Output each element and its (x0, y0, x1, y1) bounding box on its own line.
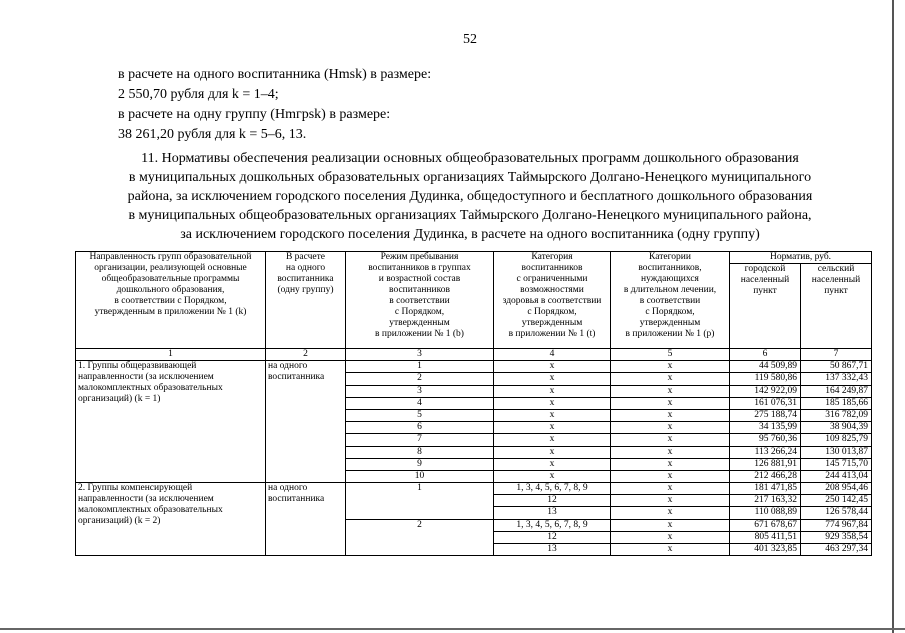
cell-line: Режим пребывания (380, 252, 459, 262)
cell-line: нуждающихся (641, 274, 699, 284)
treatment-category-cell: x (611, 470, 730, 482)
regime-cell: 5 (346, 409, 494, 421)
health-category-cell: 12 (494, 531, 611, 543)
cell-line: Направленность групп образовательной (89, 252, 252, 262)
cell-line: в приложении № 1 (p) (625, 329, 715, 339)
cell-line: малокомплектных образовательных (78, 383, 223, 394)
rural-value: 208 954,46 (801, 483, 872, 495)
regime-cell: 10 (346, 470, 494, 482)
cell-line: пункт (753, 286, 777, 296)
intro-text (118, 65, 431, 145)
cell-line: утвержденным (639, 318, 701, 328)
treatment-category-cell: x (611, 531, 730, 543)
rural-value: 929 358,54 (801, 531, 872, 543)
cell-line: утвержденным (521, 318, 583, 328)
urban-value: 110 088,89 (730, 507, 801, 519)
regime-cell: 6 (346, 422, 494, 434)
treatment-category-cell: x (611, 458, 730, 470)
regime-cell: 8 (346, 446, 494, 458)
urban-value: 401 323,85 (730, 544, 801, 556)
rural-value: 316 782,09 (801, 409, 872, 421)
health-category-cell: x (494, 422, 611, 434)
regime-cell: 1 (346, 483, 494, 520)
urban-value: 181 471,85 (730, 483, 801, 495)
rural-value: 774 967,84 (801, 519, 872, 531)
cell-line: на одного (268, 483, 308, 494)
treatment-category-cell: x (611, 385, 730, 397)
intro-line: в расчете на одного воспитанника (Hmsk) в размере: (118, 67, 432, 82)
section-heading (75, 149, 865, 244)
health-category-cell: x (494, 361, 611, 373)
cell-line: утвержденным (389, 318, 450, 328)
treatment-category-cell: x (611, 434, 730, 446)
health-category-cell: 1, 3, 4, 5, 6, 7, 8, 9 (494, 519, 611, 531)
regime-cell: 2 (346, 373, 494, 385)
cell-line: 2. Группы компенсирующей (78, 483, 193, 494)
rural-value: 137 332,43 (801, 373, 872, 385)
cell-line: направленности (за исключением (78, 372, 214, 383)
urban-value: 671 678,67 (730, 519, 801, 531)
cell-line: (одну группу) (277, 285, 334, 295)
heading-line: в муниципальных общеобразовательных организациях Таймырского Долгано-Ненецкого муниципального района, (128, 208, 812, 223)
urban-value: 44 509,89 (730, 361, 801, 373)
table-row (76, 483, 872, 495)
health-category-cell: x (494, 373, 611, 385)
group-2-body (76, 483, 872, 556)
cell-line: общеобразовательные программы (101, 274, 240, 284)
rural-value: 130 013,87 (801, 446, 872, 458)
cell-line: воспитанников (389, 285, 450, 295)
cell-line: воспитанника (277, 274, 334, 284)
header-direction (76, 252, 266, 349)
urban-value: 805 411,51 (730, 531, 801, 543)
col-number: 5 (611, 349, 730, 361)
health-category-cell: x (494, 397, 611, 409)
urban-value: 161 076,31 (730, 397, 801, 409)
intro-line: 38 261,20 рубля для k = 5–6, 13. (118, 127, 307, 142)
cell-line: на одного (268, 361, 308, 372)
scan-border-right (892, 0, 894, 633)
heading-line: 11. Нормативы обеспечения реализации основных общеобразовательных программ дошкольного образования (141, 151, 799, 166)
group-label (76, 483, 266, 556)
normatives-table (75, 251, 872, 556)
header-urban (730, 264, 801, 349)
column-numbers-row (76, 349, 872, 361)
rural-value: 463 297,34 (801, 544, 872, 556)
health-category-cell: 1, 3, 4, 5, 6, 7, 8, 9 (494, 483, 611, 495)
rural-value: 164 249,87 (801, 385, 872, 397)
group-label (76, 361, 266, 483)
urban-value: 275 188,74 (730, 409, 801, 421)
col-number: 3 (346, 349, 494, 361)
cell-line: В расчете (285, 252, 326, 262)
header-normative: Норматив, руб. (730, 252, 872, 264)
cell-line: малокомплектных образовательных (78, 505, 223, 516)
treatment-category-cell: x (611, 507, 730, 519)
page-number: 52 (463, 32, 477, 47)
health-category-cell: 13 (494, 544, 611, 556)
intro-line: 2 550,70 рубля для k = 1–4; (118, 87, 279, 102)
col-number: 1 (76, 349, 266, 361)
regime-cell: 1 (346, 361, 494, 373)
cell-line: воспитанников, (638, 263, 702, 273)
col-number: 7 (801, 349, 872, 361)
cell-line: утвержденным в приложении № 1 (k) (94, 307, 247, 317)
cell-line: воспитанников (521, 263, 583, 273)
health-category-cell: x (494, 470, 611, 482)
cell-line: воспитанника (268, 372, 325, 383)
rural-value: 50 867,71 (801, 361, 872, 373)
health-category-cell: x (494, 385, 611, 397)
cell-line: с Порядком, (527, 307, 577, 317)
cell-line: с ограниченными (516, 274, 588, 284)
cell-line: воспитанников в группах (368, 263, 471, 273)
header-rural (801, 264, 872, 349)
health-category-cell: x (494, 409, 611, 421)
treatment-category-cell: x (611, 422, 730, 434)
scan-border-bottom (0, 628, 905, 630)
group-per-unit (266, 483, 346, 556)
cell-line: в соответствии (389, 296, 450, 306)
group-1-body (76, 361, 872, 483)
cell-line: Категории (649, 252, 691, 262)
table-row (76, 361, 872, 373)
urban-value: 212 466,28 (730, 470, 801, 482)
rural-value: 145 715,70 (801, 458, 872, 470)
regime-cell: 4 (346, 397, 494, 409)
treatment-category-cell: x (611, 446, 730, 458)
cell-line: в приложении № 1 (t) (508, 329, 596, 339)
treatment-category-cell: x (611, 373, 730, 385)
rural-value: 126 578,44 (801, 507, 872, 519)
treatment-category-cell: x (611, 397, 730, 409)
cell-line: населенный (740, 275, 790, 285)
regime-cell: 7 (346, 434, 494, 446)
treatment-category-cell: x (611, 361, 730, 373)
treatment-category-cell: x (611, 409, 730, 421)
col-number: 6 (730, 349, 801, 361)
cell-line: направленности (за исключением (78, 494, 214, 505)
cell-line: 1. Группы общеразвивающей (78, 361, 197, 372)
urban-value: 126 881,91 (730, 458, 801, 470)
cell-line: населенный (811, 275, 861, 285)
heading-line: в муниципальных дошкольных образовательных организациях Таймырского Долгано-Ненецкого муниципального (128, 170, 812, 185)
urban-value: 119 580,86 (730, 373, 801, 385)
cell-line: с Порядком, (394, 307, 445, 317)
header-regime (346, 252, 494, 349)
urban-value: 142 922,09 (730, 385, 801, 397)
heading-line: за исключением городского поселения Дудинка, в расчете на одного воспитанника (одну группу) (180, 227, 760, 242)
cell-line: в приложении № 1 (b) (375, 329, 464, 339)
urban-value: 34 135,99 (730, 422, 801, 434)
treatment-category-cell: x (611, 519, 730, 531)
health-category-cell: 13 (494, 507, 611, 519)
health-category-cell: x (494, 458, 611, 470)
cell-line: в длительном лечении, (623, 285, 717, 295)
treatment-category-cell: x (611, 495, 730, 507)
rural-value: 250 142,45 (801, 495, 872, 507)
health-category-cell: 12 (494, 495, 611, 507)
cell-line: Категория (531, 252, 573, 262)
cell-line: организаций) (k = 1) (78, 394, 161, 405)
cell-line: в соответствии (639, 296, 701, 306)
cell-line: на одного (285, 263, 326, 273)
intro-line: в расчете на одну группу (Hmгpsk) в размере: (118, 107, 391, 122)
col-number: 4 (494, 349, 611, 361)
cell-line: сельский (817, 264, 855, 274)
col-number: 2 (266, 349, 346, 361)
cell-line: здоровья в соответствии (502, 296, 602, 306)
cell-line: с Порядком, (645, 307, 695, 317)
health-category-cell: x (494, 446, 611, 458)
cell-line: дошкольного образования, (116, 285, 225, 295)
header-row-1 (76, 252, 872, 264)
cell-line: и возрастной состав (378, 274, 461, 284)
regime-cell: 2 (346, 519, 494, 556)
group-per-unit (266, 361, 346, 483)
urban-value: 217 163,32 (730, 495, 801, 507)
rural-value: 109 825,79 (801, 434, 872, 446)
treatment-category-cell: x (611, 483, 730, 495)
header-health-category (494, 252, 611, 349)
rural-value: 244 413,04 (801, 470, 872, 482)
rural-value: 38 904,39 (801, 422, 872, 434)
cell-line: в соответствии с Порядком, (114, 296, 227, 306)
cell-line: городской (744, 264, 786, 274)
cell-line: воспитанника (268, 494, 325, 505)
cell-line: организаций) (k = 2) (78, 516, 161, 527)
heading-line: района, за исключением городского поселения Дудинка, общедоступного и бесплатного дошкольного образования (127, 189, 813, 204)
cell-line: организации, реализующей основные (94, 263, 247, 273)
header-per-unit (266, 252, 346, 349)
urban-value: 95 760,36 (730, 434, 801, 446)
regime-cell: 9 (346, 458, 494, 470)
cell-line: пункт (824, 286, 848, 296)
treatment-category-cell: x (611, 544, 730, 556)
regime-cell: 3 (346, 385, 494, 397)
health-category-cell: x (494, 434, 611, 446)
urban-value: 113 266,24 (730, 446, 801, 458)
header-treatment-category (611, 252, 730, 349)
rural-value: 185 185,66 (801, 397, 872, 409)
cell-line: возможностями (520, 285, 584, 295)
